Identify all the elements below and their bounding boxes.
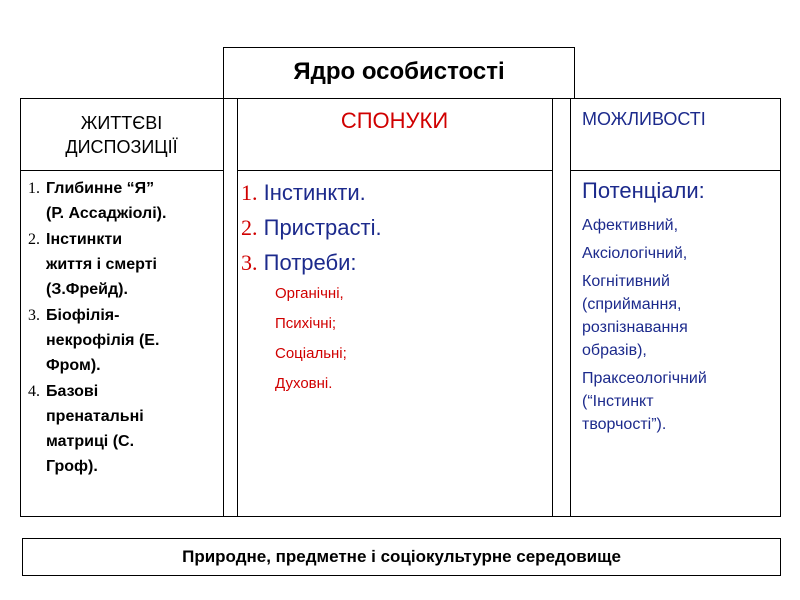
right-column-header: МОЖЛИВОСТІ	[582, 109, 706, 129]
divider-left-b	[237, 98, 238, 516]
item-number: 4.	[28, 383, 40, 400]
item-line: Праксеологічний	[582, 370, 707, 387]
item-line: Інстинкти	[46, 231, 123, 248]
divider-right-b	[570, 98, 571, 516]
left-column-header	[20, 111, 223, 159]
item-line: пренатальні	[46, 408, 144, 425]
list-item	[241, 210, 549, 245]
item-line: Афективний,	[582, 217, 679, 234]
item-number: 3.	[28, 307, 40, 324]
item-number: 3.	[241, 250, 258, 275]
top-rule	[20, 98, 781, 99]
item-line: Аксіологічний,	[582, 245, 688, 262]
possibilities-list	[582, 178, 778, 436]
mid-column-header: СПОНУКИ	[340, 108, 449, 133]
item-line: творчості”).	[582, 416, 667, 433]
left-header-line: ДИСПОЗИЦІЇ	[65, 137, 178, 157]
page-title: Ядро особистості	[293, 58, 505, 85]
need-item: Органічні,	[275, 285, 344, 302]
potential-item	[582, 242, 778, 265]
item-number: 2.	[241, 215, 258, 240]
potential-item	[582, 367, 778, 436]
item-line: Гроф).	[46, 458, 98, 475]
list-item	[24, 176, 222, 226]
item-line: некрофілія (Е.	[46, 332, 160, 349]
item-text: Інстинкти.	[263, 180, 366, 205]
item-line: (Р. Ассаджіолі).	[46, 205, 167, 222]
item-line: Глибинне “Я”	[46, 180, 155, 197]
item-number: 2.	[28, 231, 40, 248]
potential-item	[582, 270, 778, 362]
item-line: (“Інстинкт	[582, 393, 654, 410]
item-line: Базові	[46, 383, 99, 400]
potentials-title: Потенціали:	[582, 178, 705, 203]
need-item: Психічні;	[275, 315, 337, 332]
item-number: 1.	[28, 180, 40, 197]
divider-right-a	[552, 98, 553, 516]
list-item	[241, 245, 549, 280]
divider-left-a	[223, 98, 224, 516]
left-header-line: ЖИТТЄВІ	[80, 113, 163, 133]
item-line: матриці (С.	[46, 433, 135, 450]
header-rule-right	[570, 170, 780, 171]
item-line: Когнітивний	[582, 273, 670, 290]
item-text: Пристрасті.	[263, 215, 382, 240]
bottom-rule	[20, 516, 781, 517]
item-line: образів),	[582, 342, 647, 359]
list-item	[24, 379, 222, 479]
list-item	[241, 175, 549, 210]
list-item	[24, 227, 222, 302]
item-text: Потреби:	[263, 250, 357, 275]
life-dispositions-list	[24, 176, 222, 480]
environment-footer: Природне, предметне і соціокультурне середовище	[22, 538, 781, 576]
frame-left	[20, 98, 21, 516]
header-rule-left	[20, 170, 223, 171]
item-line: життя і смерті	[46, 256, 157, 273]
potential-item	[582, 214, 778, 237]
frame-right	[780, 98, 781, 516]
header-rule-mid	[237, 170, 552, 171]
item-number: 1.	[241, 180, 258, 205]
item-line: Фром).	[46, 357, 101, 374]
item-line: розпізнавання	[582, 319, 688, 336]
motives-list	[241, 175, 549, 399]
need-item: Соціальні;	[275, 345, 347, 362]
list-item	[24, 303, 222, 378]
item-line: (сприймання,	[582, 296, 682, 313]
item-line: (З.Фрейд).	[46, 281, 128, 298]
item-line: Біофілія-	[46, 307, 120, 324]
need-item: Духовні.	[275, 375, 333, 392]
